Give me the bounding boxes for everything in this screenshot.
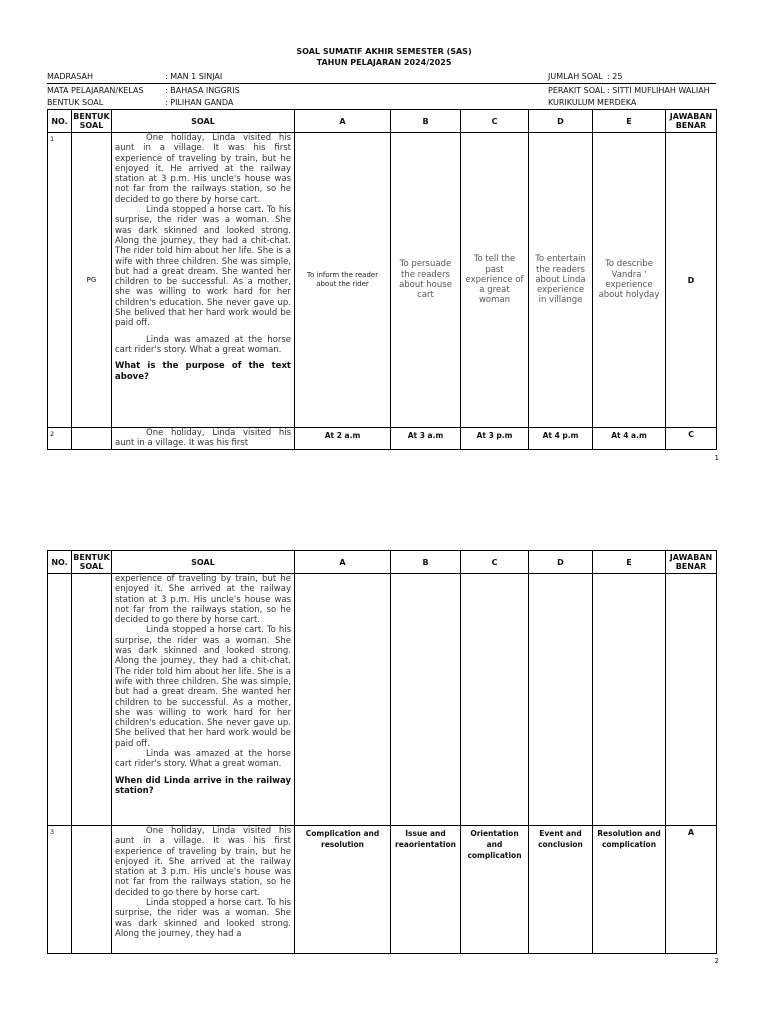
passage-paragraph-1: One holiday, Linda visited his aunt in a village. It was his first experience of traveling by train, but he enjoyed it. He arrived at the railway station at 3 p.m. His uncle's house was not far from the railways station, so he decided to go there by horse cart.: [115, 133, 291, 205]
question-type: [72, 428, 112, 450]
option-d: To entertain the readers about Linda experience in villange: [529, 133, 593, 428]
passage-paragraph-2: Linda stopped a horse cart. To his surprise, the rider was a woman. She was dark skinned and looked strong. Along the journey, they had a chit-chat. The rider told him about her life. She is a wife with three children. She was simple, but had a great dream. She wanted her children to be successful. As a mother, she was willing to work hard for her children's education. She never gave up. She belived that her hard work would be paid off.: [115, 625, 291, 749]
col-soal: SOAL: [112, 110, 295, 133]
col-b: B: [391, 110, 461, 133]
col-no: NO.: [48, 110, 72, 133]
passage-paragraph-1: One holiday, Linda visited his aunt in a village. It was his first experience of traveling by train, but he enjoyed it. She arrived at the railway station at 3 p.m. His uncle's house was not far from the railways station, so he decided to go there by horse cart.: [115, 826, 291, 898]
col-no: NO.: [48, 551, 72, 574]
option-e-empty: [593, 574, 666, 826]
question-text: [112, 428, 295, 450]
option-d: At 4 p.m: [529, 428, 593, 450]
col-b: B: [391, 551, 461, 574]
jumlah-soal-label: JUMLAH SOAL: [548, 72, 603, 81]
table-header-row: [48, 110, 717, 133]
question-table-page-2: [47, 550, 717, 954]
academic-year: TAHUN PELAJARAN 2024/2025: [316, 58, 452, 67]
page-number: 2: [714, 957, 719, 965]
option-e: To describe Vandra ' experience about holyday: [593, 133, 666, 428]
col-bentuk-soal: BENTUK SOAL: [72, 551, 112, 574]
table-row-question-3: [48, 826, 717, 954]
passage-paragraph-1-continued: experience of traveling by train, but he enjoyed it. She arrived at the railway station at 3 p.m. His uncle's house was not far from the railways station, so he decided to go there by horse cart.: [115, 574, 291, 626]
question-type: [72, 574, 112, 826]
option-b: To persuade the readers about house cart: [391, 133, 461, 428]
col-bentuk-soal: BENTUK SOAL: [72, 110, 112, 133]
passage-paragraph-1-start: One holiday, Linda visited his aunt in a village. It was his first: [115, 428, 291, 449]
question-number: [48, 574, 72, 826]
option-b: At 3 a.m: [391, 428, 461, 450]
question-text: [112, 574, 295, 826]
question-table-page-1: [47, 109, 717, 450]
col-e: E: [593, 551, 666, 574]
question-type: PG: [72, 133, 112, 428]
option-b: Issue and reaorientation: [391, 826, 461, 954]
option-c: Orientation and complication: [461, 826, 529, 954]
option-b-empty: [391, 574, 461, 826]
col-d: D: [529, 551, 593, 574]
col-soal: SOAL: [112, 551, 295, 574]
option-d: Event and conclusion: [529, 826, 593, 954]
option-e: At 4 a.m: [593, 428, 666, 450]
option-c: At 3 p.m: [461, 428, 529, 450]
question-number: 3: [48, 826, 72, 954]
jumlah-soal-value: : 25: [607, 72, 623, 81]
option-a: To inform the reader about the rider: [295, 133, 391, 428]
question-prompt: When did Linda arrive in the railway station?: [115, 775, 291, 796]
header-rule: [47, 83, 716, 84]
col-a: A: [295, 551, 391, 574]
correct-answer: C: [666, 428, 717, 450]
passage-paragraph-3: Linda was amazed at the horse cart rider's story. What a great woman.: [115, 334, 291, 355]
correct-answer: D: [666, 133, 717, 428]
table-row-question-2-continued: [48, 574, 717, 826]
col-jawaban-benar: JAWABAN BENAR: [666, 110, 717, 133]
col-jawaban-benar: JAWABAN BENAR: [666, 551, 717, 574]
perakit-label: PERAKIT SOAL: [548, 86, 605, 95]
question-number: 1: [48, 133, 72, 428]
passage-paragraph-2: Linda stopped a horse cart. To his surprise, the rider was a woman. She was dark skinned and looked strong. Along the journey, they had a: [115, 898, 291, 939]
bentuk-soal-label: BENTUK SOAL: [47, 98, 104, 107]
perakit-value: : SITTI MUFLIHAH WALIAH: [607, 86, 710, 95]
col-c: C: [461, 551, 529, 574]
option-e: Resolution and complication: [593, 826, 666, 954]
page-number: 1: [714, 454, 719, 462]
col-d: D: [529, 110, 593, 133]
document-title: SOAL SUMATIF AKHIR SEMESTER (SAS): [296, 47, 472, 56]
table-row-question-1: [48, 133, 717, 428]
col-c: C: [461, 110, 529, 133]
col-e: E: [593, 110, 666, 133]
madrasah-value: : MAN 1 SINJAI: [165, 72, 223, 81]
mapel-value: : BAHASA INGGRIS: [165, 86, 240, 95]
option-a: Complication and resolution: [295, 826, 391, 954]
option-d-empty: [529, 574, 593, 826]
col-a: A: [295, 110, 391, 133]
kurikulum: KURIKULUM MERDEKA: [548, 98, 637, 107]
table-row-question-2: [48, 428, 717, 450]
option-a: At 2 a.m: [295, 428, 391, 450]
question-text: [112, 826, 295, 954]
question-number: 2: [48, 428, 72, 450]
bentuk-soal-value: : PILIHAN GANDA: [165, 98, 234, 107]
question-type: [72, 826, 112, 954]
passage-paragraph-3: Linda was amazed at the horse cart rider's story. What a great woman.: [115, 749, 291, 770]
question-prompt: What is the purpose of the text above?: [115, 361, 291, 382]
table-header-row: [48, 551, 717, 574]
correct-answer: A: [666, 826, 717, 954]
option-c: To tell the past experience of a great woman: [461, 133, 529, 428]
option-a-empty: [295, 574, 391, 826]
passage-paragraph-2: Linda stopped a horse cart. To his surprise, the rider was a woman. She was dark skinned and looked strong. Along the journey, they had a chit-chat. The rider told him about her life. She is a wife with three children. She was simple, but had a great dream. She wanted her children to be successful. As a mother, she was willing to work hard for her children's education. She never gave up. She belived that her hard work would be paid off.: [115, 205, 291, 329]
question-text: [112, 133, 295, 428]
mapel-label: MATA PELAJARAN/KELAS: [47, 86, 144, 95]
madrasah-label: MADRASAH: [47, 72, 93, 81]
answer-empty: [666, 574, 717, 826]
option-c-empty: [461, 574, 529, 826]
